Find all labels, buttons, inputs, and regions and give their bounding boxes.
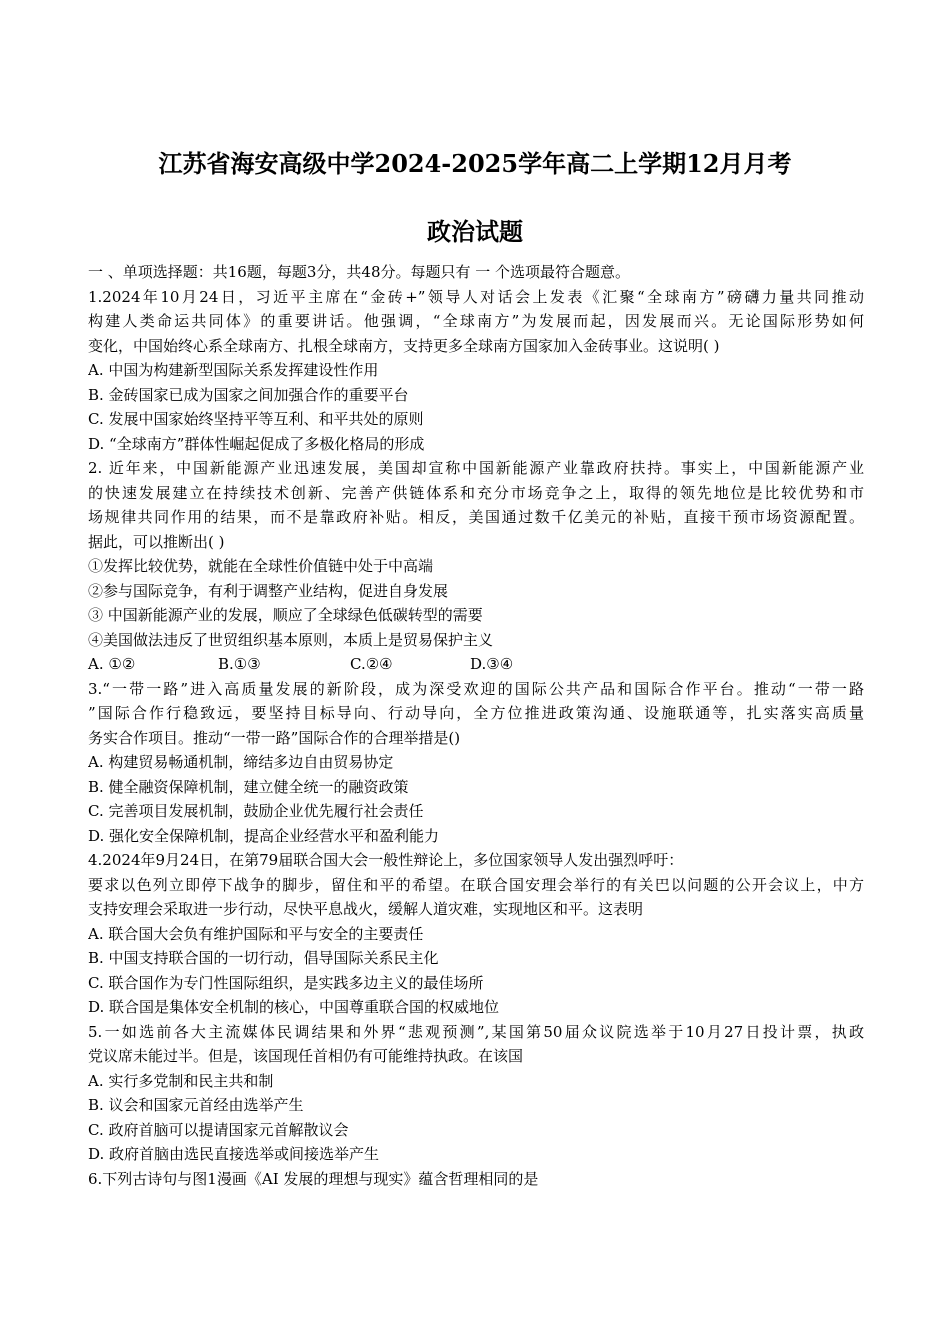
question-stem-line: ”国际合作行稳致远，要坚持目标导向、行动导向，全方位推进政策沟通、设施联通等，扎实落实高质量 [88,704,864,722]
question-5 [88,1020,864,1167]
option-row [88,652,864,677]
document-title: 江苏省海安高级中学2024-2025学年高二上学期12月月考 [158,149,792,178]
question-3 [88,677,864,849]
option-d: D. 强化安全保障机制，提高企业经营水平和盈利能力 [88,826,440,845]
question-4 [88,848,864,1020]
question-1 [88,285,864,457]
question-stem-line: 要求以色列立即停下战争的脚步，留住和平的希望。在联合国安理会举行的有关巴以问题的公开会议上，中方 [88,875,864,894]
option-d: D. 联合国是集体安全机制的核心，中国尊重联合国的权威地位 [88,998,500,1016]
option-a: A. 构建贸易畅通机制，缔结多边自由贸易协定 [88,753,394,771]
option-d: D.③④ [470,655,514,673]
question-stem-line: 据此，可以推断出( ) [88,532,225,551]
question-stem-line: 2. 近年来，中国新能源产业迅速发展，美国却宣称中国新能源产业靠政府扶持。事实上，中国新能源产业 [88,459,864,477]
option-c: C.②④ [350,655,393,673]
option-b: B.①③ [218,655,261,673]
statement-item: ④美国做法违反了世贸组织基本原则，本质上是贸易保护主义 [88,630,494,649]
question-stem-line: 党议席未能过半。但是，该国现任首相仍有可能维持执政。在该国 [88,1047,524,1065]
question-stem-line: 务实合作项目。推动“一带一路”国际合作的合理举措是() [88,728,461,747]
question-stem-line: 5.一如选前各大主流媒体民调结果和外界“悲观预测”,某国第50届众议院选举于10月27日投计票，执政 [88,1022,864,1041]
option-a: A. 实行多党制和民主共和制 [88,1071,274,1090]
statement-item: ①发挥比较优势，就能在全球性价值链中处于中高端 [88,557,434,575]
question-stem-line: 1.2024年10月24日，习近平主席在“金砖+”领导人对话会上发表《汇聚“全球南方”磅礴力量共同推动 [88,287,864,306]
question-6 [88,1167,864,1192]
question-stem-line: 4.2024年9月24日，在第79届联合国大会一般性辩论上，多位国家领导人发出强烈呼吁： [88,851,684,869]
question-stem-line: 场规律共同作用的结果，而不是靠政府补贴。相反，美国通过数千亿美元的补贴，直接干预市场资源配置。 [88,508,864,526]
option-b: B. 健全融资保障机制，建立健全统一的融资政策 [88,777,409,796]
option-d: D. “全球南方”群体性崛起促成了多极化格局的形成 [88,434,425,453]
option-d: D. 政府首脑由选民直接选举或间接选举产生 [88,1145,380,1163]
option-b: B. 金砖国家已成为国家之间加强合作的重要平台 [88,385,409,404]
option-c: C. 联合国作为专门性国际组织，是实践多边主义的最佳场所 [88,973,484,992]
option-b: B. 议会和国家元首经由选举产生 [88,1096,304,1114]
question-stem-line: 3.“一带一路”进入高质量发展的新阶段，成为深受欢迎的国际公共产品和国际合作平台。推动“一带一路 [88,679,864,698]
document-subtitle: 政治试题 [427,217,523,246]
question-stem-line: 6.下列古诗句与图1漫画《AI 发展的理想与现实》蕴含哲理相同的是 [88,1169,539,1188]
option-a: A. 联合国大会负有维护国际和平与安全的主要责任 [88,924,424,943]
option-a: A. ①② [88,655,136,673]
question-stem-line: 的快速发展建立在持续技术创新、完善产供链体系和充分市场竞争之上，取得的领先地位是比较优势和市 [88,483,864,502]
option-c: C. 政府首脑可以提请国家元首解散议会 [88,1120,349,1139]
statement-item: ③ 中国新能源产业的发展，顺应了全球绿色低碳转型的需要 [88,606,483,624]
question-stem-line: 构建人类命运共同体》的重要讲话。他强调，“全球南方”为发展而起，因发展而兴。无论国际形势如何 [88,312,864,330]
section-header: 一 、单项选择题：共16题，每题3分，共48分。每题只有 一 个选项最符合题意。 [88,263,631,281]
option-b: B. 中国支持联合国的一切行动，倡导国际关系民主化 [88,949,439,967]
question-stem-line: 支持安理会采取进一步行动，尽快平息战火，缓解人道灾难，实现地区和平。这表明 [88,900,644,918]
option-c: C. 完善项目发展机制，鼓励企业优先履行社会责任 [88,802,424,820]
question-stem-line: 变化，中国始终心系全球南方、扎根全球南方，支持更多全球南方国家加入金砖事业。这说明( ) [88,336,720,355]
question-2 [88,456,864,677]
document-body [88,260,864,1191]
option-c: C. 发展中国家始终坚持平等互利、和平共处的原则 [88,410,424,428]
option-a: A. 中国为构建新型国际关系发挥建设性作用 [88,361,379,379]
statement-item: ②参与国际竞争，有利于调整产业结构，促进自身发展 [88,581,449,600]
